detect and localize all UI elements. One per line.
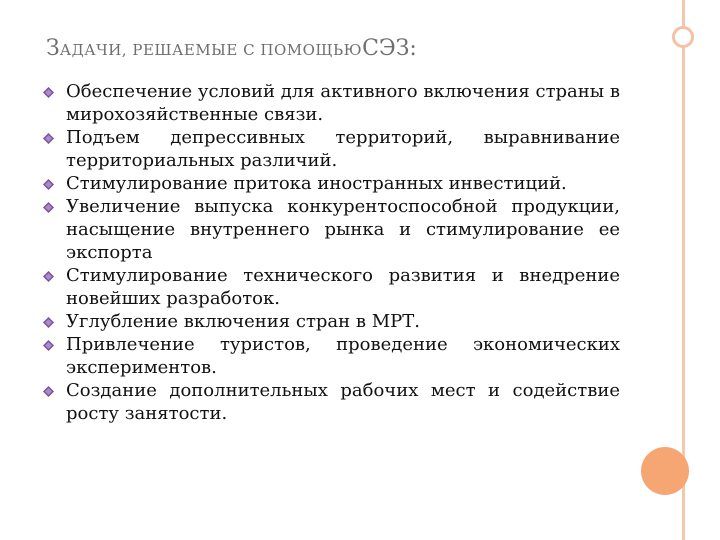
title-smallcaps-text: АДАЧИ, РЕШАЕМЫЕ С ПОМОЩЬЮ	[59, 41, 363, 59]
bullet-text: Создание дополнительных рабочих мест и содействие росту занятости.	[66, 380, 620, 424]
title-main-word: СЭЗ:	[362, 36, 417, 61]
bullet-item	[40, 310, 620, 333]
bullet-text: Привлечение туристов, проведение экономических экспериментов.	[66, 334, 620, 378]
diamond-bullet-icon	[42, 178, 55, 191]
bullet-item	[40, 379, 620, 425]
bullet-list	[40, 80, 620, 425]
title-initial-letter: З	[46, 36, 60, 61]
bullet-item	[40, 264, 620, 310]
bullet-text: Увеличение выпуска конкурентоспособной продукции, насыщение внутреннего рынка и стимулирование ее экспорта	[66, 196, 620, 263]
bullet-text: Обеспечение условий для активного включения страны в мирохозяйственные связи.	[66, 81, 620, 125]
diamond-bullet-icon	[42, 385, 55, 398]
bullet-item	[40, 80, 620, 126]
bullet-item	[40, 172, 620, 195]
diamond-bullet-icon	[42, 339, 55, 352]
diamond-bullet-icon	[42, 132, 55, 145]
diamond-bullet-icon	[42, 86, 55, 99]
bullet-item	[40, 195, 620, 264]
decorative-circle-filled	[641, 447, 689, 495]
slide-title	[46, 32, 666, 67]
diamond-bullet-icon	[42, 316, 55, 329]
bullet-text: Стимулирование притока иностранных инвестиций.	[66, 173, 567, 194]
bullet-item	[40, 333, 620, 379]
diamond-bullet-icon	[42, 201, 55, 214]
bullet-text: Подъем депрессивных территорий, выравнивание территориальных различий.	[66, 127, 620, 171]
bullet-item	[40, 126, 620, 172]
bullet-text: Стимулирование технического развития и внедрение новейших разработок.	[66, 265, 620, 309]
diamond-bullet-icon	[42, 270, 55, 283]
decorative-circle-outline	[672, 26, 694, 48]
bullet-text: Углубление включения стран в МРТ.	[66, 311, 421, 332]
